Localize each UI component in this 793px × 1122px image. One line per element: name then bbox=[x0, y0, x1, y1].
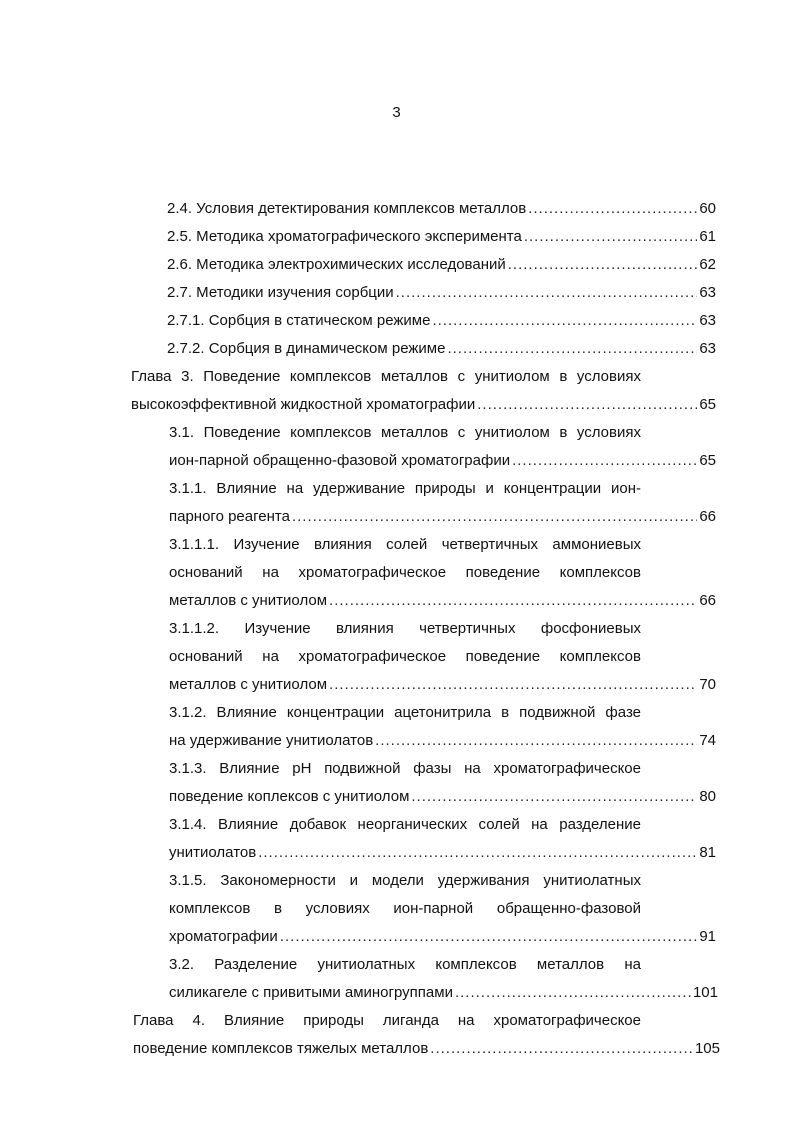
toc-leader-dots bbox=[447, 340, 697, 358]
toc-entry-title: комплексов в условиях ион-парной обращенно-фазовой bbox=[169, 900, 641, 917]
toc-entry-2-5 bbox=[167, 228, 716, 246]
toc-entry-title: парного реагента bbox=[169, 508, 290, 525]
toc-entry-3-1-4-line-2 bbox=[169, 844, 716, 862]
toc-entry-3-1-5-line-3 bbox=[169, 928, 716, 946]
toc-entry-3-1-line-1 bbox=[169, 424, 641, 442]
toc-entry-chapter-3-line-1 bbox=[131, 368, 641, 386]
toc-entry-title: 2.4. Условия детектирования комплексов металлов bbox=[167, 200, 527, 217]
toc-entry-title: 3.1.1. Влияние на удерживание природы и концентрации ион- bbox=[169, 480, 641, 497]
toc-leader-dots bbox=[432, 312, 697, 330]
toc-page-number: 70 bbox=[699, 676, 716, 693]
toc-entry-3-1-line-2 bbox=[169, 452, 716, 470]
toc-entry-3-1-3-line-2 bbox=[169, 788, 716, 806]
toc-entry-title: 2.6. Методика электрохимических исследований bbox=[167, 256, 506, 273]
toc-leader-dots bbox=[528, 200, 697, 218]
toc-entry-title: 3.1.5. Закономерности и модели удерживания унитиолатных bbox=[169, 872, 641, 889]
toc-entry-title: унитиолатов bbox=[169, 844, 257, 861]
toc-entry-title: Глава 3. Поведение комплексов металлов с унитиолом в условиях bbox=[131, 368, 641, 385]
toc-entry-title: оснований на хроматографическое поведение комплексов bbox=[169, 648, 641, 665]
toc-page-number: 63 bbox=[699, 284, 716, 301]
toc-entry-title: силикагеле с привитыми аминогруппами bbox=[169, 984, 453, 1001]
toc-entry-2-7-1 bbox=[167, 312, 716, 330]
toc-leader-dots bbox=[455, 984, 691, 1002]
toc-entry-title: 2.5. Методика хроматографического эксперимента bbox=[167, 228, 522, 245]
toc-leader-dots bbox=[512, 452, 697, 470]
toc-entry-3-1-1-line-1 bbox=[169, 480, 641, 498]
toc-entry-3-1-5-line-1 bbox=[169, 872, 641, 890]
toc-entry-3-1-1-1-line-3 bbox=[169, 592, 716, 610]
toc-entry-title: 3.1.1.1. Изучение влияния солей четвертичных аммониевых bbox=[169, 536, 641, 553]
toc-page-number: 91 bbox=[699, 928, 716, 945]
toc-entry-3-1-1-1-line-2 bbox=[169, 564, 641, 582]
toc-page-number: 66 bbox=[699, 592, 716, 609]
toc-entry-3-1-2-line-2 bbox=[169, 732, 716, 750]
toc-entry-2-6 bbox=[167, 256, 716, 274]
toc-entry-3-1-1-1-line-1 bbox=[169, 536, 641, 554]
toc-leader-dots bbox=[396, 284, 698, 302]
toc-page-number: 62 bbox=[699, 256, 716, 273]
toc-entry-title: 3.1.3. Влияние pH подвижной фазы на хроматографическое bbox=[169, 760, 641, 777]
toc-entry-title: 3.1.4. Влияние добавок неорганических солей на разделение bbox=[169, 816, 641, 833]
toc-page-number: 66 bbox=[699, 508, 716, 525]
toc-leader-dots bbox=[375, 732, 697, 750]
toc-entry-2-4 bbox=[167, 200, 716, 218]
toc-entry-3-1-3-line-1 bbox=[169, 760, 641, 778]
toc-entry-title: поведение комплексов тяжелых металлов bbox=[133, 1040, 429, 1057]
toc-entry-chapter-3-line-2 bbox=[131, 396, 716, 414]
toc-entry-title: 3.1. Поведение комплексов металлов с унитиолом в условиях bbox=[169, 424, 641, 441]
toc-leader-dots bbox=[508, 256, 698, 274]
toc-entry-2-7 bbox=[167, 284, 716, 302]
toc-page-number: 80 bbox=[699, 788, 716, 805]
toc-entry-title: ион-парной обращенно-фазовой хроматографии bbox=[169, 452, 511, 469]
toc-entry-chapter-4-line-1 bbox=[133, 1012, 641, 1030]
toc-entry-title: металлов с унитиолом bbox=[169, 676, 328, 693]
toc-leader-dots bbox=[280, 928, 698, 946]
toc-entry-3-1-1-2-line-3 bbox=[169, 676, 716, 694]
toc-leader-dots bbox=[477, 396, 697, 414]
toc-entry-title: хроматографии bbox=[169, 928, 278, 945]
toc-page-number: 61 bbox=[699, 228, 716, 245]
toc-entry-title: 3.2. Разделение унитиолатных комплексов металлов на bbox=[169, 956, 641, 973]
toc-leader-dots bbox=[430, 1040, 693, 1058]
toc-entry-title: 3.1.2. Влияние концентрации ацетонитрила в подвижной фазе bbox=[169, 704, 641, 721]
toc-entry-title: высокоэффективной жидкостной хроматографии bbox=[131, 396, 476, 413]
toc-leader-dots bbox=[329, 676, 697, 694]
toc-leader-dots bbox=[329, 592, 697, 610]
toc-page-number: 74 bbox=[699, 732, 716, 749]
toc-entry-3-2-line-2 bbox=[169, 984, 718, 1002]
toc-page-number: 63 bbox=[699, 312, 716, 329]
toc-entry-title: оснований на хроматографическое поведение комплексов bbox=[169, 564, 641, 581]
toc-leader-dots bbox=[524, 228, 698, 246]
toc-leader-dots bbox=[258, 844, 697, 862]
toc-page-number: 81 bbox=[699, 844, 716, 861]
toc-entry-title: 3.1.1.2. Изучение влияния четвертичных фосфониевых bbox=[169, 620, 641, 637]
toc-page-number: 101 bbox=[692, 984, 718, 1001]
toc-page-number: 65 bbox=[699, 452, 716, 469]
toc-page-number: 60 bbox=[699, 200, 716, 217]
toc-entry-3-1-1-2-line-2 bbox=[169, 648, 641, 666]
toc-entry-3-1-4-line-1 bbox=[169, 816, 641, 834]
toc-entry-3-1-1-2-line-1 bbox=[169, 620, 641, 638]
toc-leader-dots bbox=[411, 788, 697, 806]
toc-entry-title: поведение коплексов с унитиолом bbox=[169, 788, 410, 805]
toc-entry-title: 2.7.2. Сорбция в динамическом режиме bbox=[167, 340, 446, 357]
page-number: 3 bbox=[392, 104, 401, 121]
toc-entry-title: металлов с унитиолом bbox=[169, 592, 328, 609]
toc-entry-2-7-2 bbox=[167, 340, 716, 358]
toc-page-number: 105 bbox=[694, 1040, 720, 1057]
toc-entry-title: на удерживание унитиолатов bbox=[169, 732, 374, 749]
toc-entry-title: 2.7.1. Сорбция в статическом режиме bbox=[167, 312, 431, 329]
toc-entry-3-2-line-1 bbox=[169, 956, 641, 974]
toc-entry-3-1-2-line-1 bbox=[169, 704, 641, 722]
toc-entry-chapter-4-line-2 bbox=[133, 1040, 720, 1058]
toc-leader-dots bbox=[292, 508, 697, 526]
toc-entry-3-1-1-line-2 bbox=[169, 508, 716, 526]
toc-entry-title: Глава 4. Влияние природы лиганда на хроматографическое bbox=[133, 1012, 641, 1029]
toc-entry-title: 2.7. Методики изучения сорбции bbox=[167, 284, 394, 301]
toc-page-number: 65 bbox=[699, 396, 716, 413]
toc-page-number: 63 bbox=[699, 340, 716, 357]
toc-entry-3-1-5-line-2 bbox=[169, 900, 641, 918]
